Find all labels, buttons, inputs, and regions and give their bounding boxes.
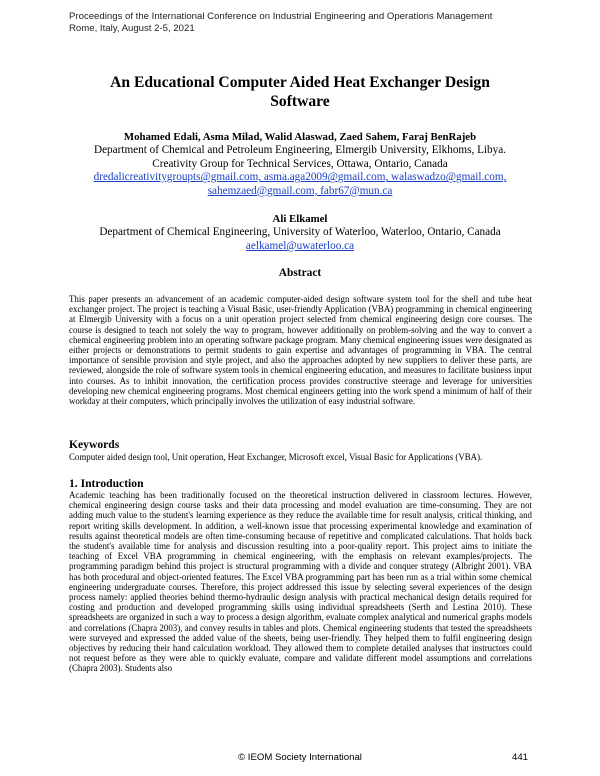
introduction-heading: 1. Introduction <box>69 477 144 490</box>
author-block <box>40 131 560 198</box>
second-author-email[interactable]: aelkamel@uwaterloo.ca <box>245 239 355 252</box>
affiliation-2: Creativity Group for Technical Services, Ottawa, Ontario, Canada <box>152 157 448 170</box>
second-author-name: Ali Elkamel <box>272 213 328 225</box>
author-emails-1[interactable]: dredalicreativitygroupts@gmail.com, asma.aga2009@gmail.com, walaswadzo@gmail.com, <box>93 171 507 184</box>
introduction-text: Academic teaching has been traditionally focused on the theoretical instruction delivered in classroom lectures. However, chemical engineering design course tasks and their data processing and model evaluation are time-consuming. They are not adding much value to the student's learning experience as they reduce the available time for result analysis, critical thinking, and report writing skills development. In addition, a well-known issue that processing experimental knowledge and examination of results against theoretical models are often time-consuming because of repetitive and complicated calculations. That holds back the student's available time for analysis and discussion resulting into a poor-quality report. This project aims to initiate the teaching of Excel VBA programming in chemical engineering, with the emphasis on relevant examples/projects. The programming paradigm behind this project is structural programming with a divide and conquer strategy (Albright 2001). VBA has both procedural and object-oriented features. The Excel VBA programming part has been run as a trial within some chemical engineering undergraduate courses. Therefore, this project addressed this issue by selecting several experiences of the design process namely: applied theories behind thermo-hydraulic design analysis with practical mechanical design details required for costing and production and developed programming skills using individual spreadsheets (Serth and Lestina 2010). These spreadsheets are organized in such a way to process a design algorithm, evaluate complex analytical and numerical graphs models and correlations (Chapra 2003), and convey results in tables and plots. Chemical engineering students that tested the spreadsheets were surveyed and expressed the added value of the sheets, being user-friendly. They helped them to fulfil engineering design objectives by reducing their hand calculation workload. They allowed them to complete detailed analyses that instructors could not request before as they were able to quickly evaluate, compare and validate different model assumptions and correlations (Chapra 2003). Students also <box>69 490 532 674</box>
keywords-heading: Keywords <box>69 438 120 451</box>
paper-title <box>60 73 540 111</box>
title-line-2: Software <box>270 93 330 110</box>
second-author-block <box>40 213 560 253</box>
abstract-text: This paper presents an advancement of an academic computer-aided design software system tool for the shell and tube heat exchanger project. The project is teaching a Visual Basic, user-friendly Application (VBA) programming in chemical engineering at Elmergib University with a focus on a unit operation project selected from chemical engineering design core courses. The course is designed to teach not solely the way to program, however additionally on problem-solving and the way to convert a chemical engineering problem into an operating software package program. Many chemical engineering issues were designated as either projects or demonstrations to permit students to gain expertise and advantages of programming in VBA. The central importance of sensible provision and style project, and also the approaches adopted by new suppliers to deliver these parts, are reviewed, alongside the role of software system tools in chemical engineering education, and measures to facilitate business input into courses. As to inhibit innovation, the certification process provides constructive steerage and leverage for universities developing new chemical engineering programs. Most chemical engineers getting into the work spend a minimum of half of their workday at their computers, which principally involves the utilization of easy industrial software. <box>69 294 532 407</box>
author-names: Mohamed Edali, Asma Milad, Walid Alaswad, Zaed Sahem, Faraj BenRajeb <box>123 131 477 143</box>
footer-society: © IEOM Society International <box>238 752 362 763</box>
keywords-text: Computer aided design tool, Unit operation, Heat Exchanger, Microsoft excel, Visual Basic for Applications (VBA). <box>69 452 483 462</box>
page-number: 441 <box>512 752 529 763</box>
second-author-affiliation: Department of Chemical Engineering, University of Waterloo, Waterloo, Ontario, Canada <box>99 226 501 239</box>
header-conference: Proceedings of the International Conference on Industrial Engineering and Operations Management <box>69 11 493 22</box>
affiliation-1: Department of Chemical and Petroleum Engineering, Elmergib University, Elkhoms, Libya. <box>94 144 506 157</box>
running-header <box>69 11 492 35</box>
header-location-date: Rome, Italy, August 2-5, 2021 <box>69 23 195 34</box>
title-line-1: An Educational Computer Aided Heat Exchanger Design <box>110 74 490 91</box>
abstract-heading: Abstract <box>278 267 322 279</box>
author-emails-2[interactable]: sahemzaed@gmail.com, fabr67@mun.ca <box>207 184 393 197</box>
